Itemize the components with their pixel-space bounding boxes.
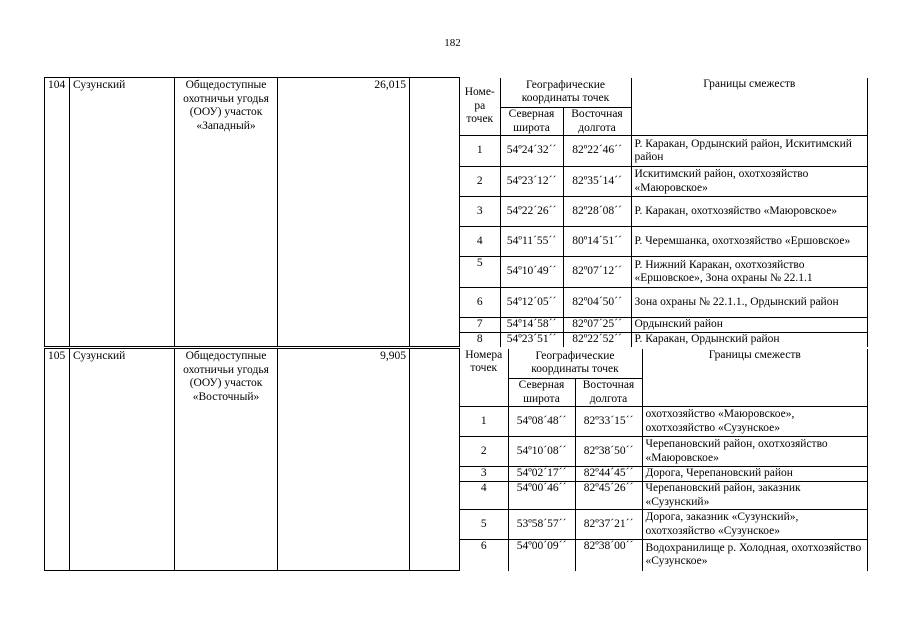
- table-row-border: Черепановский район, заказник «Сузунский»: [642, 482, 867, 510]
- table-row-border: Зона охраны № 22.1.1., Ордынский район: [631, 288, 867, 318]
- header-geo: Географические координаты точек: [500, 78, 631, 108]
- table-row-lon: 82º45´26´´: [575, 482, 642, 510]
- table-row-lat: 54º00´09´´: [508, 540, 575, 571]
- section-table-104: [44, 77, 868, 347]
- table-row-border: Р. Черемшанка, охотхозяйство «Ершовское»: [631, 227, 867, 257]
- coordinates-cell: [460, 78, 868, 347]
- table-row-lat: 54º00´46´´: [508, 482, 575, 510]
- coordinates-table: [460, 78, 867, 347]
- table-row-lon: 82º38´00´´: [575, 540, 642, 571]
- table-row-point: 1: [460, 407, 508, 437]
- header-border: Границы смежеств: [642, 349, 867, 407]
- header-points: Номе-ра точек: [460, 78, 500, 136]
- table-row-point: 6: [460, 540, 508, 571]
- land-category: Общедоступные охотничьи угодья (ООУ) участок «Восточный»: [175, 349, 278, 571]
- header-geo: Географические координаты точек: [508, 349, 642, 379]
- coordinates-cell: [460, 349, 868, 571]
- table-row-lon: 82º07´12´´: [563, 257, 631, 288]
- table-row-lon: 82º22´46´´: [563, 136, 631, 167]
- table-row-point: 2: [460, 167, 500, 197]
- table-row-border: Ордынский район: [631, 318, 867, 333]
- table-row-lat: 53º58´57´´: [508, 510, 575, 540]
- table-row-lon: 82º35´14´´: [563, 167, 631, 197]
- table-row-point: 4: [460, 227, 500, 257]
- section-number: 105: [45, 349, 70, 571]
- header-lat: Северная широта: [508, 379, 575, 407]
- table-row-lat: 54º02´17´´: [508, 467, 575, 482]
- table-row-lon: 82º33´15´´: [575, 407, 642, 437]
- table-row-lon: 82º22´52´´: [563, 333, 631, 347]
- table-row-point: 5: [460, 510, 508, 540]
- table-row-lat: 54º12´05´´: [500, 288, 563, 318]
- table-row-lon: 82º44´45´´: [575, 467, 642, 482]
- table-row-lat: 54º10´49´´: [500, 257, 563, 288]
- table-row-point: 7: [460, 318, 500, 333]
- land-category: Общедоступные охотничьи угодья (ООУ) участок «Западный»: [175, 78, 278, 347]
- section-table-105: [44, 348, 868, 571]
- table-row-border: Искитимский район, охотхозяйство «Маюровское»: [631, 167, 867, 197]
- header-points: Номера точек: [460, 349, 508, 407]
- area-value: 26,015: [278, 78, 410, 347]
- table-row-border: Р. Нижний Каракан, охотхозяйство «Ершовское», Зона охраны № 22.1.1: [631, 257, 867, 288]
- table-row-lon: 82º38´50´´: [575, 437, 642, 467]
- table-row-point: 8: [460, 333, 500, 347]
- table-row-lat: 54º24´32´´: [500, 136, 563, 167]
- table-row-lon: 82º37´21´´: [575, 510, 642, 540]
- table-row-point: 2: [460, 437, 508, 467]
- table-row-point: 3: [460, 467, 508, 482]
- table-row-lat: 54º23´12´´: [500, 167, 563, 197]
- table-row-lat: 54º22´26´´: [500, 197, 563, 227]
- table-row-border: Дорога, Черепановский район: [642, 467, 867, 482]
- table-row-border: Водохранилище р. Холодная, охотхозяйство «Сузунское»: [642, 540, 867, 571]
- table-row-lat: 54º08´48´´: [508, 407, 575, 437]
- header-lon: Восточная долгота: [563, 108, 631, 136]
- table-row-border: Дорога, заказник «Сузунский», охотхозяйство «Сузунское»: [642, 510, 867, 540]
- table-row-border: Р. Каракан, охотхозяйство «Маюровское»: [631, 197, 867, 227]
- table-row-point: 1: [460, 136, 500, 167]
- table-row-border: Р. Каракан, Ордынский район: [631, 333, 867, 347]
- area-value: 9,905: [278, 349, 410, 571]
- table-row-lon: 82º28´08´´: [563, 197, 631, 227]
- table-row-lat: 54º10´08´´: [508, 437, 575, 467]
- table-row-point: 4: [460, 482, 508, 510]
- district-name: Сузунский: [70, 349, 175, 571]
- page-number: 182: [444, 37, 461, 49]
- empty-cell: [410, 349, 460, 571]
- header-border: Границы смежеств: [631, 78, 867, 136]
- table-row-lat: 54º11´55´´: [500, 227, 563, 257]
- district-name: Сузунский: [70, 78, 175, 347]
- table-row-point: 3: [460, 197, 500, 227]
- table-row-lat: 54º14´58´´: [500, 318, 563, 333]
- table-row-point: 6: [460, 288, 500, 318]
- section-number: 104: [45, 78, 70, 347]
- table-row-border: Р. Каракан, Ордынский район, Искитимский район: [631, 136, 867, 167]
- header-lon: Восточная долгота: [575, 379, 642, 407]
- table-row-lon: 82º04´50´´: [563, 288, 631, 318]
- table-row-border: Черепановский район, охотхозяйство «Маюровское»: [642, 437, 867, 467]
- table-row-lon: 80º14´51´´: [563, 227, 631, 257]
- table-row-lon: 82º07´25´´: [563, 318, 631, 333]
- table-row-border: охотхозяйство «Маюровское», охотхозяйство «Сузунское»: [642, 407, 867, 437]
- table-row-lat: 54º23´51´´: [500, 333, 563, 347]
- header-lat: Северная широта: [500, 108, 563, 136]
- empty-cell: [410, 78, 460, 347]
- coordinates-table: [460, 349, 867, 571]
- table-row-point: 5: [460, 257, 500, 288]
